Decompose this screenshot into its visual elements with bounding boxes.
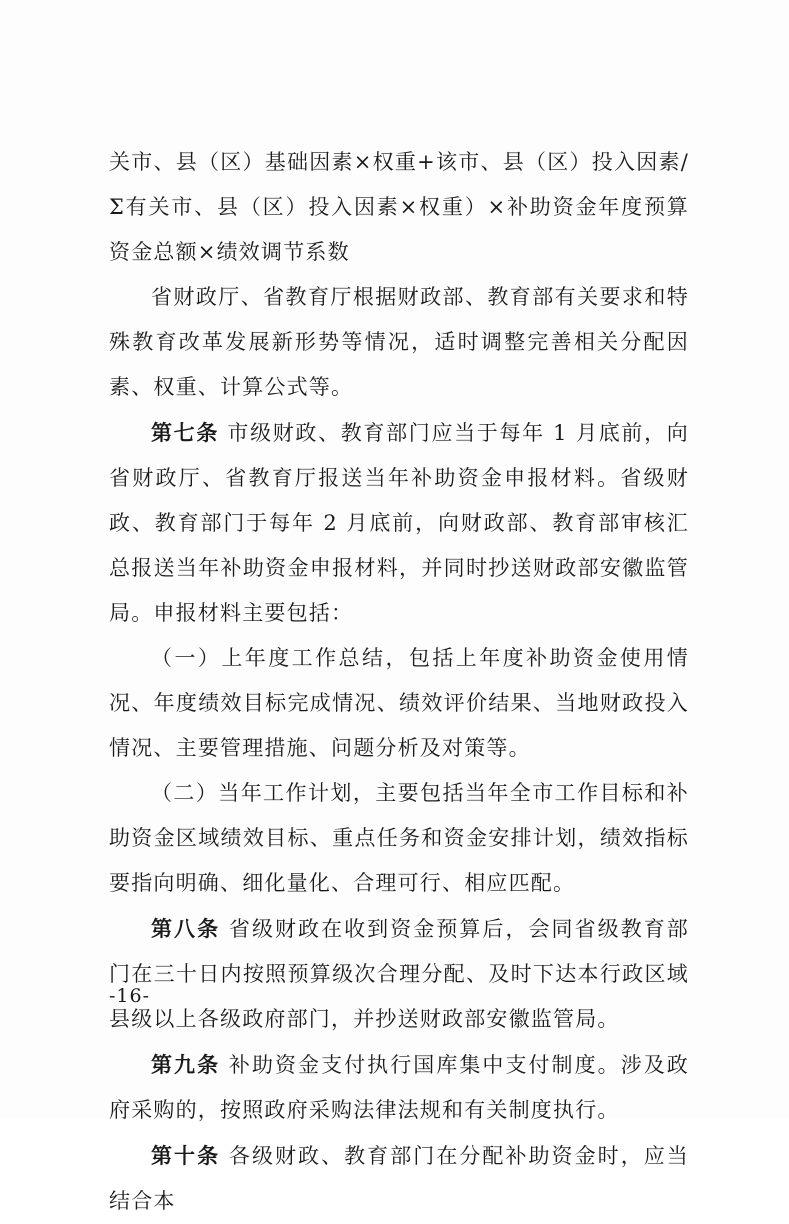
- article-7: [109, 410, 689, 636]
- paragraph-formula-continuation: [109, 140, 689, 275]
- article-heading: 第九条: [151, 1052, 221, 1077]
- item-2: [109, 771, 689, 906]
- article-10: [109, 1133, 689, 1224]
- paragraph-text: 关市、县（区）基础因素×权重+该市、县（区）投入因素/Σ有关市、县（区）投入因素×权重）×补助资金年度预算资金总额×绩效调节系数: [109, 150, 689, 264]
- paragraph-text: （一）上年度工作总结，包括上年度补助资金使用情况、年度绩效目标完成情况、绩效评价结果、当地财政投入情况、主要管理措施、问题分析及对策等。: [109, 646, 689, 760]
- paragraph-text: 各级财政、教育部门在分配补助资金时，应当结合本: [109, 1144, 689, 1213]
- paragraph-text: （二）当年工作计划，主要包括当年全市工作目标和补助资金区域绩效目标、重点任务和资金安排计划，绩效指标要指向明确、细化量化、合理可行、相应匹配。: [109, 781, 689, 895]
- paragraph-text: 市级财政、教育部门应当于每年 1 月底前，向省财政厅、省教育厅报送当年补助资金申报材料。省级财政、教育部门于每年 2 月底前，向财政部、教育部审核汇总报送当年补助资金申报材料，并同时抄送财政部安徽监管局。申报材料主要包括：: [109, 421, 689, 625]
- article-heading: 第八条: [151, 916, 221, 941]
- article-heading: 第七条: [151, 420, 220, 445]
- article-heading: 第十条: [151, 1143, 221, 1168]
- paragraph-adjustment: [109, 275, 689, 410]
- page-number: -16-: [109, 985, 151, 1007]
- paragraph-text: 省级财政在收到资金预算后，会同省级教育部门在三十日内按照预算级次合理分配、及时下达本行政区域县级以上各级政府部门，并抄送财政部安徽监管局。: [109, 917, 689, 1031]
- item-1: [109, 636, 689, 771]
- article-9: [109, 1042, 689, 1133]
- paragraph-text: 补助资金支付执行国库集中支付制度。涉及政府采购的，按照政府采购法律法规和有关制度执行。: [109, 1053, 689, 1122]
- body-text: [109, 140, 689, 1224]
- article-8: [109, 906, 689, 1042]
- paragraph-text: 省财政厅、省教育厅根据财政部、教育部有关要求和特殊教育改革发展新形势等情况，适时调整完善相关分配因素、权重、计算公式等。: [109, 285, 689, 399]
